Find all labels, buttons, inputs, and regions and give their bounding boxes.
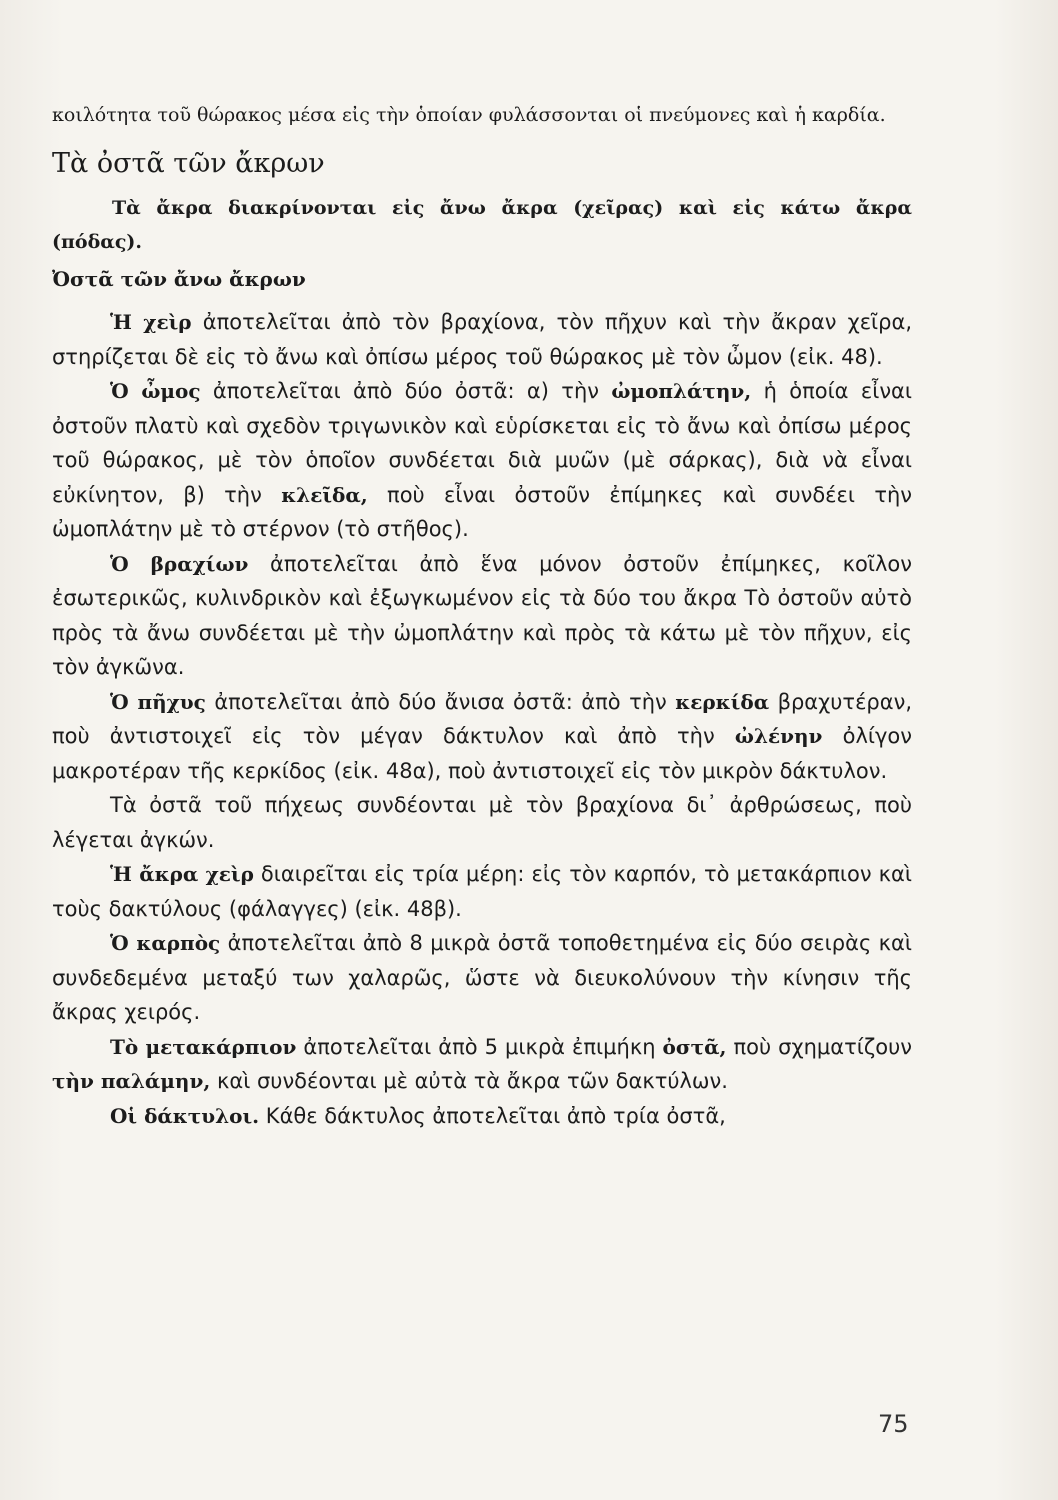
- term-hand: Ἡ χεὶρ: [110, 310, 192, 334]
- intro-paragraph: κοιλότητα τοῦ θώρακος μέσα εἰς τὴν ὁποίαν φυλάσσονται οἱ πνεύμονες καὶ ἡ καρδία.: [52, 104, 886, 126]
- paragraph-hand-parts: Ἡ ἄκρα χεὶρ διαιρεῖται εἰς τρία μέρη: εἰς τὸν καρπόν, τὸ μετακάρπιον καὶ τοὺς δακτύλους (φάλαγγες) (εἰκ. 48β).: [52, 862, 912, 921]
- term-palm: τὴν παλάμην,: [52, 1069, 211, 1093]
- paragraph-metacarpus: Τὸ μετακάρπιον ἀποτελεῖται ἀπὸ 5 μικρὰ ἐπιμήκη ὀστᾶ, ποὺ σχηματίζουν τὴν παλάμην, καὶ συνδέονται μὲ αὐτὰ τὰ ἄκρα τῶν δακτύλων.: [52, 1034, 913, 1093]
- paragraph-forearm: Ὁ πῆχυς ἀποτελεῖται ἀπὸ δύο ἄνισα ὀστᾶ: ἀπὸ τὴν κερκίδα βραχυτέραν, ποὺ ἀντιστοιχεῖ εἰς τὸν μέγαν δάκτυλον καὶ ἀπὸ τὴν ὠλένην ὀλίγον μακροτέραν τῆς κερκίδος (εἰκ. 48α), ποὺ ἀντιστοιχεῖ εἰς τὸν μικρὸν δάκτυλον.: [52, 689, 912, 783]
- term-humerus: Ὁ βραχίων: [110, 551, 249, 576]
- term-clavicle: κλεῖδα,: [281, 482, 368, 507]
- term-ulna: ὠλένην: [734, 724, 823, 748]
- term-shoulder: Ὁ ὦμος: [110, 379, 201, 403]
- section-title: Τὰ ὀστᾶ τῶν ἄκρων: [52, 148, 325, 179]
- subsection-title: Ὀστᾶ τῶν ἄνω ἄκρων: [52, 267, 306, 291]
- term-forearm: Ὁ πῆχυς: [110, 689, 206, 714]
- term-wrist: Ὁ καρπὸς: [110, 931, 221, 955]
- term-radius: κερκίδα: [675, 689, 770, 714]
- term-bones: ὀστᾶ,: [662, 1034, 727, 1059]
- term-fingers: Οἱ δάκτυλοι.: [110, 1103, 260, 1128]
- paragraph-elbow: Τὰ ὀστᾶ τοῦ πήχεως συνδέονται μὲ τὸν βραχίονα δι᾽ ἀρθρώσεως, ποὺ λέγεται ἀγκών.: [52, 793, 912, 852]
- paragraph-shoulder: Ὁ ὦμος ἀποτελεῖται ἀπὸ δύο ὀστᾶ: α) τὴν ὠμοπλάτην, ἡ ὁποία εἶναι ὀστοῦν πλατὺ καὶ σχεδὸν τριγωνικὸν καὶ εὑρίσκεται εἰς τὸ ἄνω καὶ ὀπίσω μέρος τοῦ θώρακος, μὲ τὸν ὁποῖον συνδέεται διὰ μυῶν (μὲ σάρκας), διὰ νὰ εἶναι εὐκίνητον, β) τὴν κλεῖδα, ποὺ εἶναι ὀστοῦν ἐπίμηκες καὶ συνδέει τὴν ὠμοπλάτην μὲ τὸ στέρνον (τὸ στῆθος).: [52, 379, 912, 541]
- paragraph-wrist: Ὁ καρπὸς ἀποτελεῖται ἀπὸ 8 μικρὰ ὀστᾶ τοποθετημένα εἰς δύο σειρὰς καὶ συνδεδεμένα μεταξύ των χαλαρῶς, ὥστε νὰ διευκολύνουν τὴν κίνησιν τῆς ἄκρας χειρός.: [52, 931, 912, 1024]
- term-scapula: ὠμοπλάτην,: [611, 379, 752, 403]
- paragraph-fingers: Οἱ δάκτυλοι. Κάθε δάκτυλος ἀποτελεῖται ἀπὸ τρία ὀστᾶ,: [110, 1103, 726, 1128]
- page-text: [52, 98, 912, 1133]
- term-metacarpus: Τὸ μετακάρπιον: [110, 1034, 297, 1059]
- page-number: 75: [878, 1410, 909, 1438]
- paragraph-hand: Ἡ χεὶρ ἀποτελεῖται ἀπὸ τὸν βραχίονα, τὸν πῆχυν καὶ τὴν ἄκραν χεῖρα, στηρίζεται δὲ εἰς τὸ ἄνω καὶ ὀπίσω μέρος τοῦ θώρακος μὲ τὸν ὦμον (εἰκ. 48).: [52, 310, 912, 369]
- term-extremity-hand: Ἡ ἄκρα χεὶρ: [110, 862, 254, 886]
- section-lead: Τὰ ἄκρα διακρίνονται εἰς ἄνω ἄκρα (χεῖρας) καὶ εἰς κάτω ἄκρα (πόδας).: [52, 197, 912, 253]
- paragraph-humerus: Ὁ βραχίων ἀποτελεῖται ἀπὸ ἕνα μόνον ὀστοῦν ἐπίμηκες, κοῖλον ἐσωτερικῶς, κυλινδρικὸν καὶ ἐξωγκωμένον εἰς τὰ δύο του ἄκρα Τὸ ὀστοῦν αὐτὸ πρὸς τὰ ἄνω συνδέεται μὲ τὴν ὠμοπλάτην καὶ πρὸς τὰ κάτω μὲ τὸν πῆχυν, εἰς τὸν ἀγκῶνα.: [52, 551, 912, 679]
